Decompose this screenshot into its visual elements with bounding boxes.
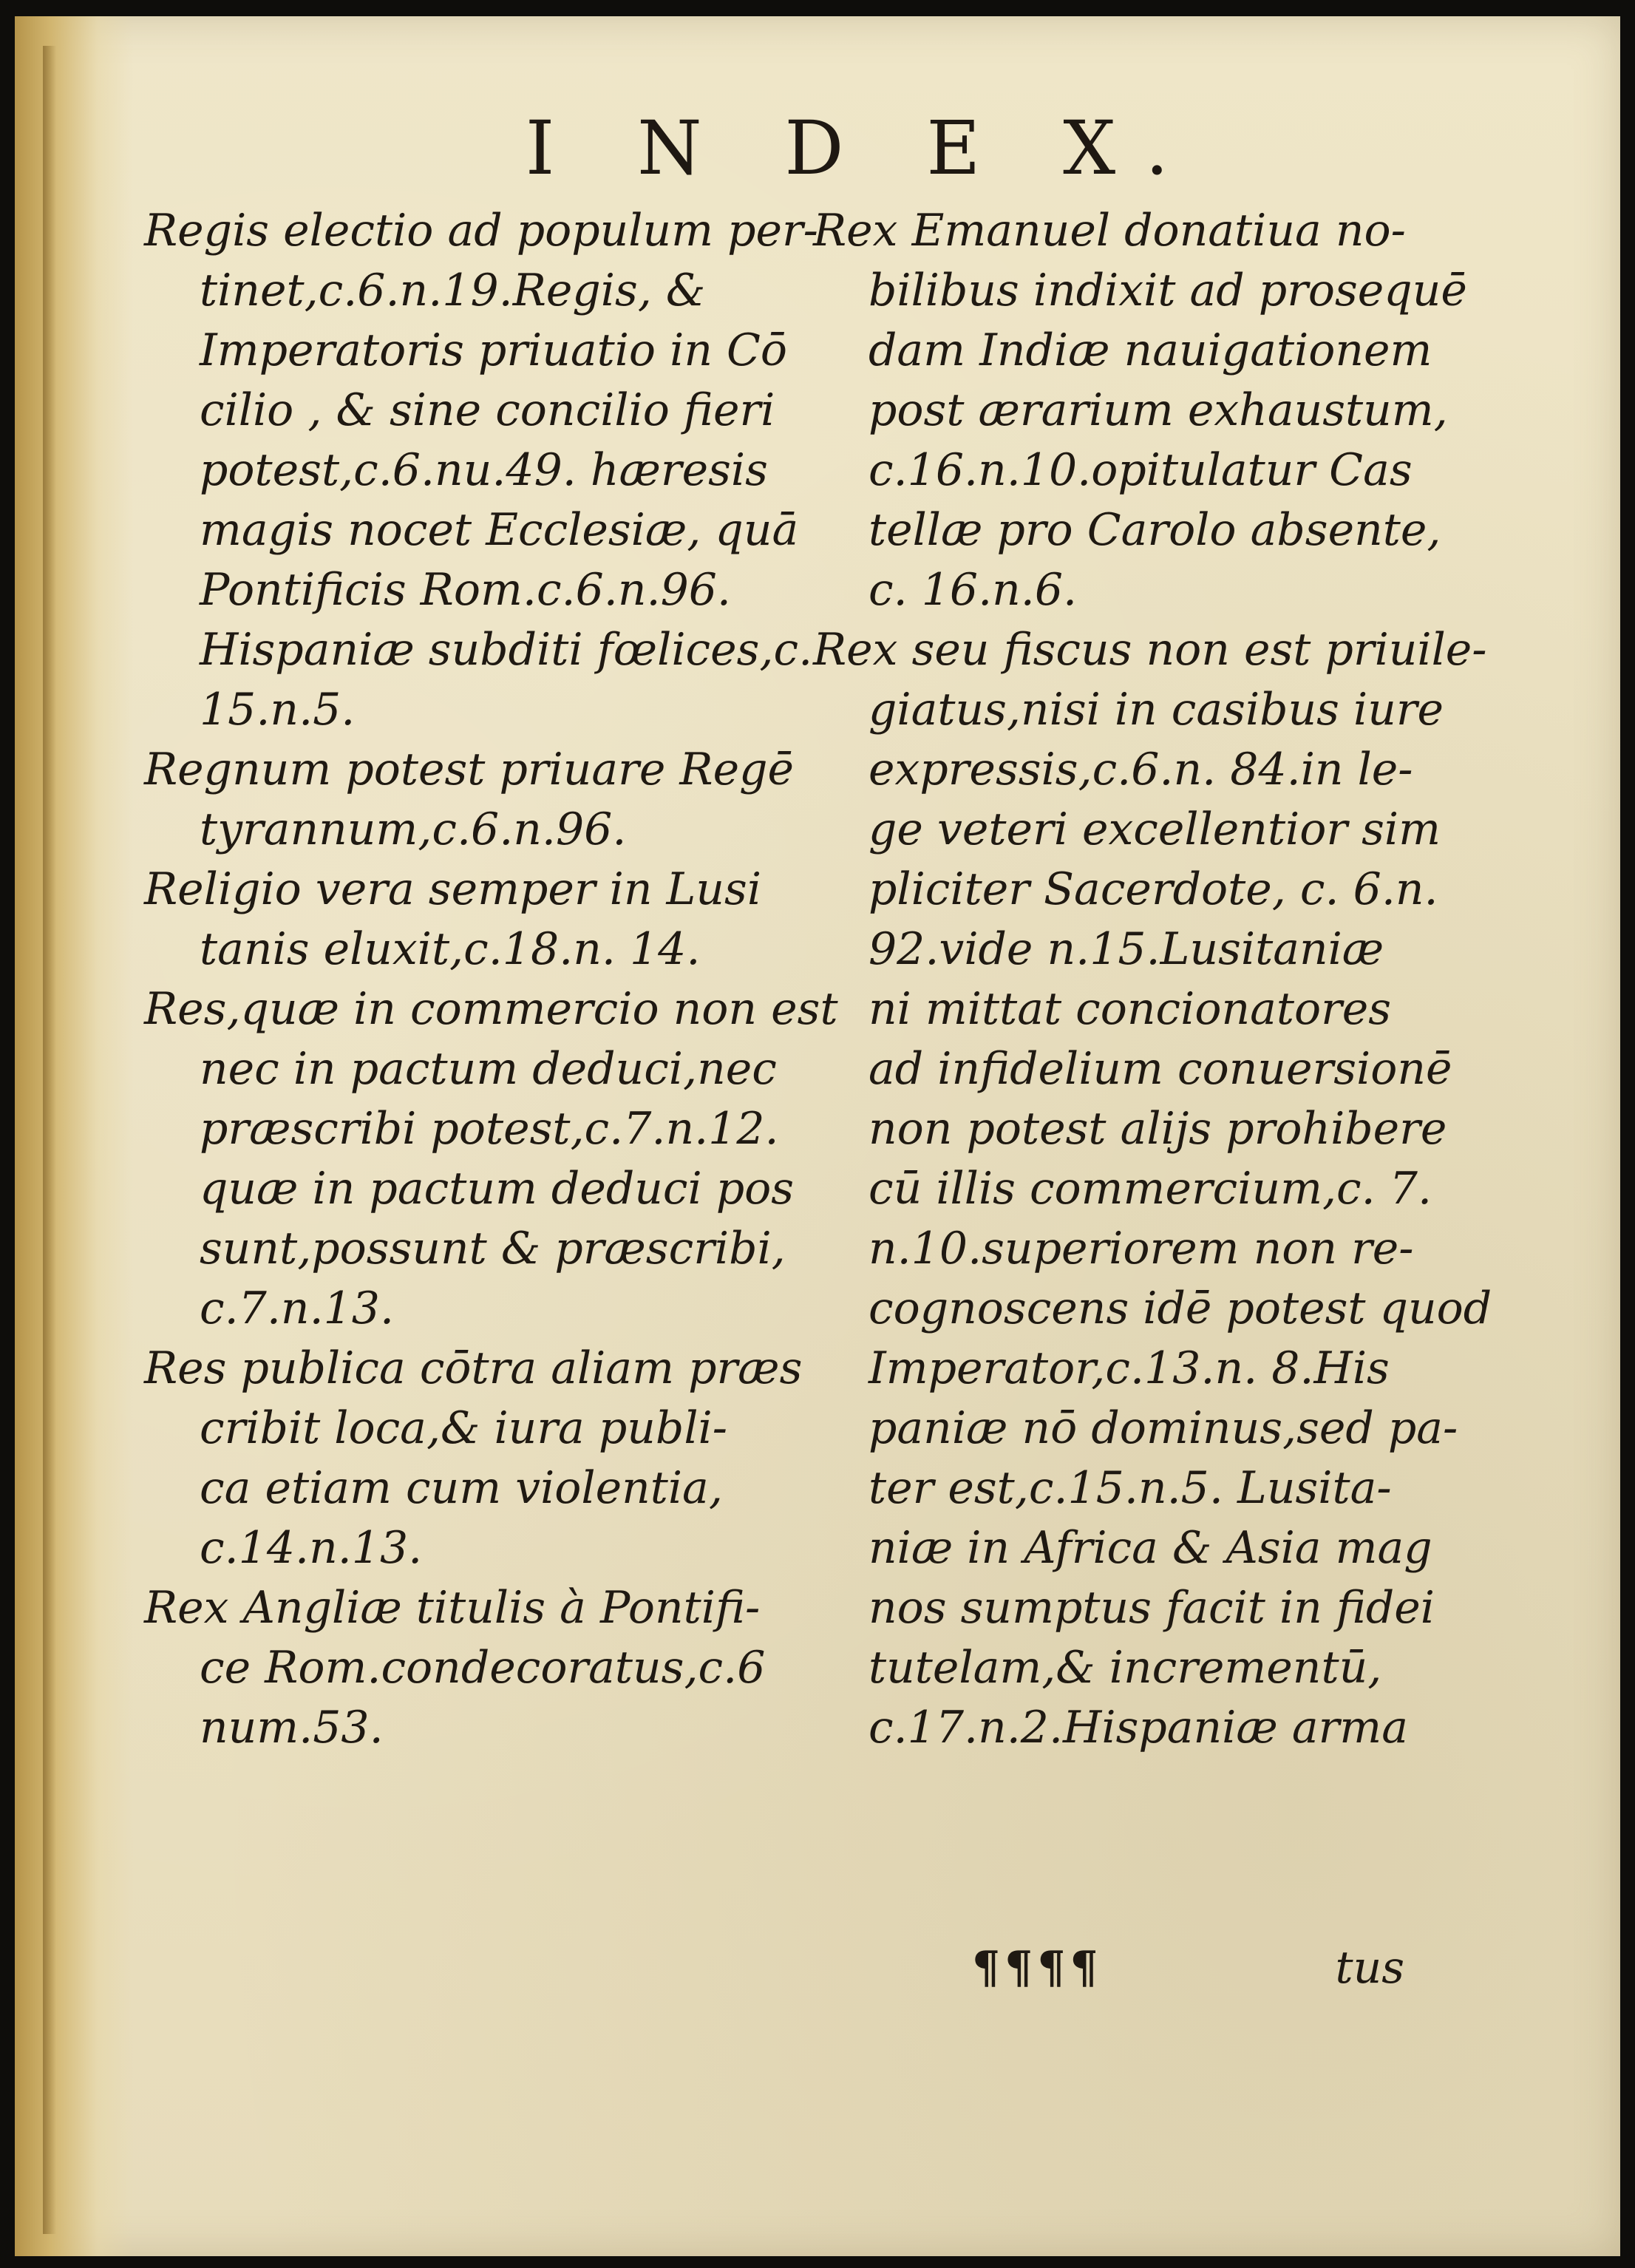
index-line: ter est,c.15.n.5. Lusita- bbox=[869, 1462, 1392, 1514]
page-gutter-shadow bbox=[15, 16, 133, 2256]
index-line: ca etiam cum violentia, bbox=[200, 1462, 723, 1514]
index-line: sunt,possunt & præscribi, bbox=[200, 1223, 786, 1274]
index-line: c.17.n.2.Hispaniæ arma bbox=[869, 1702, 1408, 1753]
catchword: tus bbox=[1335, 1942, 1404, 1994]
index-line: ni mittat concionatores bbox=[869, 983, 1392, 1035]
index-line: ge veteri excellentior sim bbox=[869, 804, 1441, 855]
index-line: c.7.n.13. bbox=[200, 1283, 395, 1334]
index-line: tellæ pro Carolo absente, bbox=[869, 504, 1441, 556]
index-line: c. 16.n.6. bbox=[869, 564, 1078, 616]
index-line: Res,quæ in commercio non est bbox=[144, 983, 838, 1035]
index-line: Pontificis Rom.c.6.n.96. bbox=[200, 564, 732, 616]
index-line: Imperatoris priuatio in Cō bbox=[200, 325, 788, 376]
index-line: cognoscens idē potest quod bbox=[869, 1283, 1492, 1334]
index-line: tyrannum,c.6.n.96. bbox=[200, 804, 627, 855]
index-line: tanis eluxit,c.18.n. 14. bbox=[200, 923, 701, 975]
index-column-left bbox=[144, 201, 838, 1758]
page-footer bbox=[972, 1935, 1449, 2001]
index-line: Religio vera semper in Lusi bbox=[144, 863, 762, 915]
index-line: nec in pactum deduci,nec bbox=[200, 1043, 777, 1095]
index-line: Rex seu fiscus non est priuile- bbox=[813, 624, 1487, 676]
index-column-right bbox=[813, 201, 1492, 1758]
index-line: cū illis commercium,c. 7. bbox=[869, 1163, 1432, 1215]
index-line: Imperator,c.13.n. 8.His bbox=[869, 1342, 1390, 1394]
index-line: giatus,nisi in casibus iure bbox=[869, 684, 1444, 736]
index-line: n.10.superiorem non re- bbox=[869, 1223, 1414, 1274]
index-line: Regis electio ad populum per- bbox=[144, 205, 818, 257]
index-line: dam Indiæ nauigationem bbox=[869, 325, 1432, 376]
index-line: ad infidelium conuersionē bbox=[869, 1043, 1452, 1095]
index-line: nos sumptus facit in fidei bbox=[869, 1582, 1435, 1634]
index-line: potest,c.6.nu.49. hæresis bbox=[200, 444, 768, 496]
index-line: præscribi potest,c.7.n.12. bbox=[200, 1103, 779, 1155]
page-edge-stain bbox=[43, 46, 56, 2234]
index-line: non potest alijs prohibere bbox=[869, 1103, 1447, 1155]
index-line: Rex Emanuel donatiua no- bbox=[813, 205, 1406, 257]
index-line: paniæ nō dominus,sed pa- bbox=[869, 1402, 1458, 1454]
index-line: 92.vide n.15.Lusitaniæ bbox=[869, 923, 1384, 975]
signature-mark: ¶¶¶¶ bbox=[972, 1942, 1103, 1994]
index-line: Hispaniæ subditi fœlices,c. bbox=[200, 624, 813, 676]
page-title: I N D E X. bbox=[525, 105, 1199, 191]
index-line: Regnum potest priuare Regē bbox=[144, 744, 795, 795]
index-line: tutelam,& incrementū, bbox=[869, 1642, 1382, 1694]
index-line: magis nocet Ecclesiæ, quā bbox=[200, 504, 799, 556]
index-line: num.53. bbox=[200, 1702, 384, 1753]
index-line: Res publica cōtra aliam præs bbox=[144, 1342, 803, 1394]
index-line: bilibus indixit ad prosequē bbox=[869, 265, 1467, 316]
book-page bbox=[15, 16, 1620, 2256]
index-line: c.16.n.10.opitulatur Cas bbox=[869, 444, 1413, 496]
index-line: c.14.n.13. bbox=[200, 1522, 423, 1574]
index-line: 15.n.5. bbox=[200, 684, 356, 736]
index-line: niæ in Africa & Asia mag bbox=[869, 1522, 1432, 1574]
index-line: tinet,c.6.n.19.Regis, & bbox=[200, 265, 706, 316]
index-line: pliciter Sacerdote, c. 6.n. bbox=[869, 863, 1438, 915]
index-line: cribit loca,& iura publi- bbox=[200, 1402, 727, 1454]
index-line: post ærarium exhaustum, bbox=[869, 384, 1448, 436]
index-line: cilio , & sine concilio fieri bbox=[200, 384, 775, 436]
index-line: ce Rom.condecoratus,c.6 bbox=[200, 1642, 766, 1694]
index-line: quæ in pactum deduci pos bbox=[200, 1163, 795, 1215]
index-line: expressis,c.6.n. 84.in le- bbox=[869, 744, 1413, 795]
index-line: Rex Angliæ titulis à Pontifi- bbox=[144, 1582, 761, 1634]
